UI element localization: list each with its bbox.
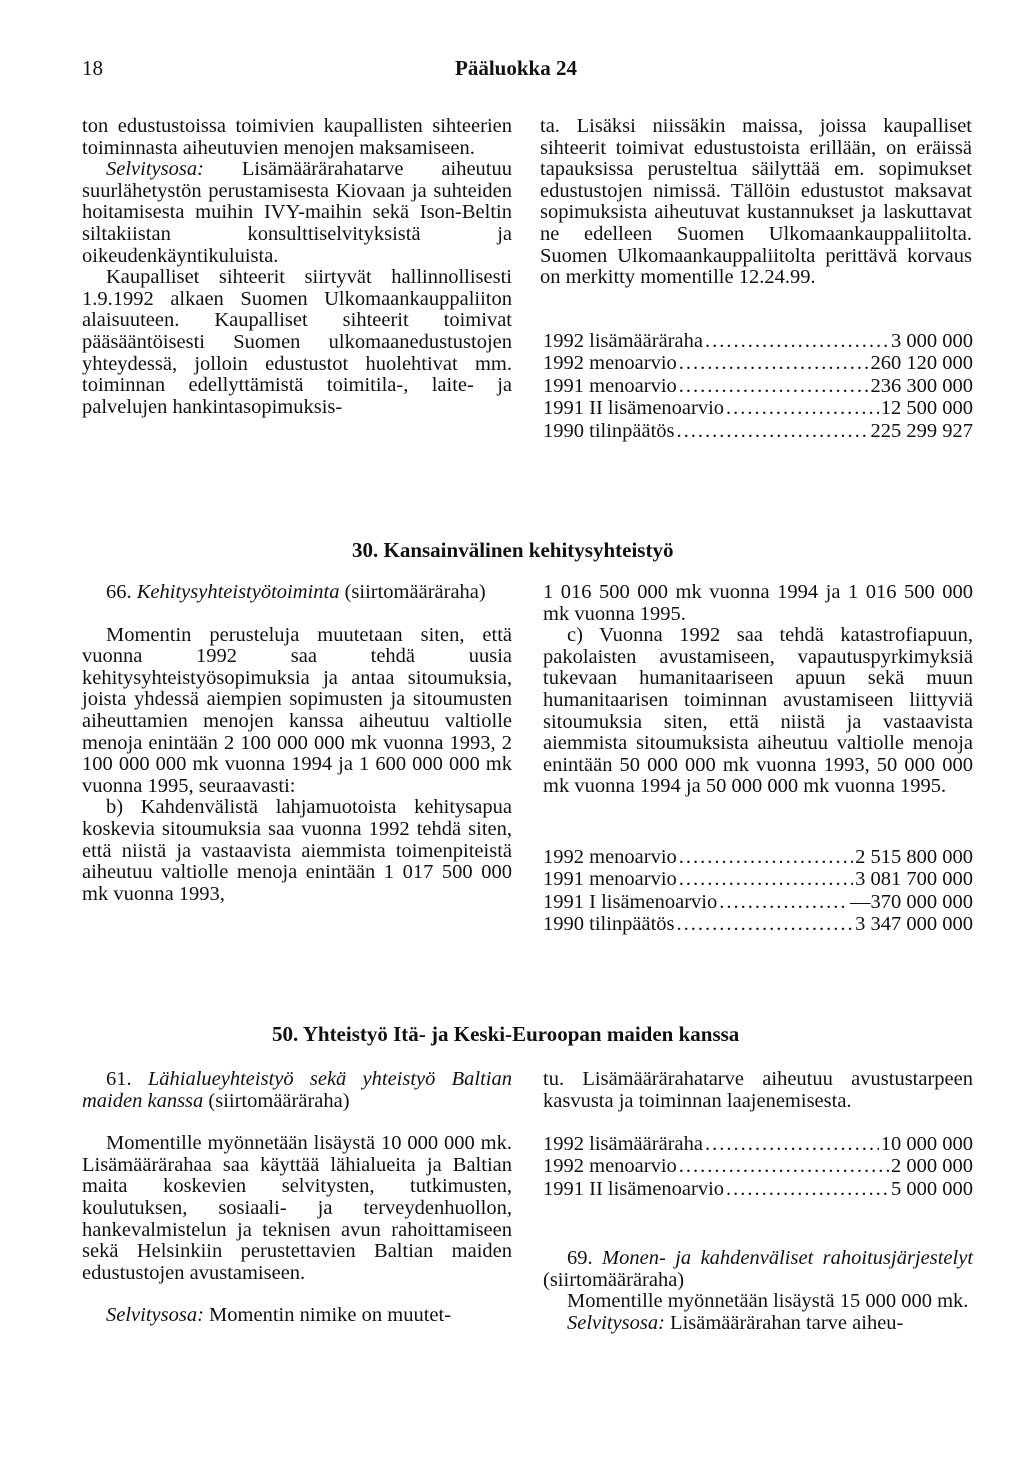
selvitysosa-label: Selvitysosa: <box>106 158 204 181</box>
item-69-heading <box>543 1248 973 1291</box>
item-69-suffix: (siirtomääräraha) <box>543 1268 685 1291</box>
row-value: 225 299 927 <box>870 419 973 442</box>
item-61-title: Lähialueyhteistyö sekä yhteistyö Baltian maiden kanssa <box>82 1068 512 1112</box>
row-label: 1991 II lisämenoarvio <box>543 1177 725 1200</box>
row-value: 5 000 000 <box>891 1177 973 1200</box>
section-30-heading: 30. Kansainvälinen kehitysyhteistyö <box>352 538 674 562</box>
item-66-suffix: (siirtomääräraha) <box>339 581 486 603</box>
item-69-paragraph-2 <box>543 1313 973 1335</box>
top-left-paragraph-2 <box>82 159 512 267</box>
row-value: 12 500 000 <box>880 397 973 420</box>
table-row <box>543 1133 973 1155</box>
item-66-heading <box>82 582 512 604</box>
section-50-left-paragraph-1: Momentille myönnetään lisäystä 10 000 000 mk. Lisämäärärahaa saa käyttää lähialueita ja Baltian maita koskevien selvitysten, tutkimusten, koulutuksen, sosiaali- ja terveydenhuollon, hankevalmistelun ja teknisen avun rahoittamiseen sekä Helsinkiin perustettavien Baltian maiden edustustojen avustamiseen. <box>82 1132 512 1284</box>
top-left-column <box>82 116 512 418</box>
row-value: 3 000 000 <box>891 330 973 352</box>
table-row <box>543 846 973 868</box>
item-61-suffix: (siirtomääräraha) <box>203 1089 350 1112</box>
section-50-heading: 50. Yhteistyö Itä- ja Keski-Euroopan maiden kanssa <box>272 1022 740 1046</box>
section-30-left-column <box>82 582 512 905</box>
row-value: 3 347 000 000 <box>855 913 973 936</box>
section-50-left-column <box>82 1069 512 1327</box>
section-30-right-paragraph-2: c) Vuonna 1992 saa tehdä katastrofiapuun, pakolaisten avustamiseen, vapautuspyrkimyksiä tukevaan humanitaariseen apuun sekä muun humanitaarisen toiminnan avustamiseen liittyviä sitoumuksia siten, että niistä ja vastaavista aiemmista sitoumuksista aiheutuu valtiolle menoja enintään 50 000 000 mk vuonna 1993, 50 000 000 mk vuonna 1994 ja 50 000 000 mk vuonna 1995. <box>543 624 973 798</box>
row-label: 1991 II lisämenoarvio <box>543 397 725 420</box>
section-30-appropriation-table <box>543 846 973 936</box>
item-61-heading <box>82 1069 512 1112</box>
selvitysosa-text: Lisämäärärahatarve aiheutuu suurlähetystön perustamisesta Kiovaan ja suhteiden hoitamisesta muihin IVY-maihin sekä Ison-Beltin siltakiistan konsulttiselvityksistä ja oikeudenkäyntikuluista. <box>82 158 512 267</box>
selvitysosa-text: Lisämäärärahan tarve aiheu- <box>664 1311 904 1334</box>
row-label: 1990 tilinpäätös <box>543 419 675 442</box>
table-row <box>543 1178 973 1200</box>
section-30-left-paragraph-2: b) Kahdenvälistä lahjamuotoista kehitysapua koskevia sitoumuksia saa vuonna 1992 tehdä siten, että niistä ja vastaavista aiemmista toimenpiteistä aiheutuu valtiolle menoja enintään 1 017 500 000 mk vuonna 1993, <box>82 796 512 905</box>
row-value: 2 000 000 <box>891 1155 973 1178</box>
top-appropriation-table <box>543 330 973 442</box>
row-value: 2 515 800 000 <box>855 846 973 868</box>
table-row <box>543 375 973 397</box>
section-30-left-paragraph-1: Momentin perusteluja muutetaan siten, että vuonna 1992 saa tehdä uusia kehitysyhteistyösopimuksia ja antaa sitoumuksia, joista yhdessä aiempien sopimusten ja sitoumusten aiheuttamien menojen kanssa aiheutuu valtiolle menoja enintään 2 100 000 000 mk vuonna 1993, 2 100 000 000 mk vuonna 1994 ja 1 600 000 000 mk vuonna 1995, seuraavasti: <box>82 623 512 797</box>
selvitysosa-label: Selvitysosa: <box>106 1304 204 1327</box>
top-left-paragraph-1: ton edustustoissa toimivien kaupallisten sihteerien toiminnasta aiheutuvien menojen maksamiseen. <box>82 115 512 159</box>
row-value: 236 300 000 <box>870 374 973 397</box>
item-69-paragraph-1: Momentille myönnetään lisäystä 15 000 000 mk. <box>567 1290 969 1313</box>
section-50-right-column <box>543 1069 973 1112</box>
section-30-right-paragraph-1: 1 016 500 000 mk vuonna 1994 ja 1 016 500 000 mk vuonna 1995. <box>543 581 973 625</box>
table-row <box>543 352 973 374</box>
item-66-number: 66. <box>106 581 137 603</box>
row-value: 3 081 700 000 <box>855 868 973 891</box>
row-value: —370 000 000 <box>850 890 973 913</box>
row-label: 1991 menoarvio <box>543 868 677 891</box>
table-row <box>543 1155 973 1177</box>
top-left-paragraph-3: Kaupalliset sihteerit siirtyvät hallinnollisesti 1.9.1992 alkaen Suomen Ulkomaankauppaliiton alaisuuteen. Kaupalliset sihteerit toimivat pääsääntöisesti Suomen ulkomaanedustustojen yhteydessä, jolloin edustustot huolehtivat mm. toiminnan edellyttämistä toimitila-, laite- ja palvelujen hankintasopimuksis- <box>82 266 512 418</box>
item-66-title: Kehitysyhteistyötoiminta <box>136 581 340 603</box>
row-label: 1991 menoarvio <box>543 374 677 397</box>
row-value: 260 120 000 <box>870 352 973 375</box>
row-label: 1991 I lisämenoarvio <box>543 890 718 913</box>
row-value: 10 000 000 <box>880 1133 973 1155</box>
table-row <box>543 420 973 442</box>
row-label: 1992 lisämääräraha <box>543 330 703 352</box>
table-row <box>543 891 973 913</box>
item-69-title: Monen- ja kahdenväliset rahoitusjärjestelyt <box>602 1247 974 1269</box>
table-row <box>543 913 973 935</box>
item-69-number: 69. <box>567 1247 603 1269</box>
item-61-number: 61. <box>106 1068 148 1090</box>
page-title: Pääluokka 24 <box>455 56 577 80</box>
section-50-right-column-continued <box>543 1248 973 1334</box>
table-row <box>543 397 973 419</box>
row-label: 1990 tilinpäätös <box>543 913 675 936</box>
section-50-appropriation-table <box>543 1133 973 1200</box>
row-label: 1992 menoarvio <box>543 846 677 868</box>
section-30-right-column <box>543 582 973 798</box>
selvitysosa-text: Momentin nimike on muutet- <box>203 1304 452 1327</box>
section-50-left-paragraph-2 <box>82 1305 512 1327</box>
row-label: 1992 lisämääräraha <box>543 1133 703 1155</box>
table-row <box>543 868 973 890</box>
top-right-column <box>540 116 972 289</box>
page-number: 18 <box>82 56 103 80</box>
row-label: 1992 menoarvio <box>543 352 677 375</box>
top-right-paragraph-1: ta. Lisäksi niissäkin maissa, joissa kaupalliset sihteerit toimivat edustustoista erillään, on eräissä tapauksissa perusteltua säilyttää em. sopimukset edustustojen nimissä. Tällöin edustustot maksavat sopimuksista aiheutuvat kustannukset ja laskuttavat ne edelleen Suomen Ulkomaankauppaliitolta. Suomen Ulkomaankauppaliitolta perittävä korvaus on merkitty momentille 12.24.99. <box>540 115 972 289</box>
table-row <box>543 330 973 352</box>
row-label: 1992 menoarvio <box>543 1155 677 1178</box>
selvitysosa-label: Selvitysosa: <box>567 1311 665 1334</box>
section-50-right-paragraph-1: tu. Lisämäärärahatarve aiheutuu avustustarpeen kasvusta ja toiminnan laajenemisesta. <box>543 1068 973 1112</box>
